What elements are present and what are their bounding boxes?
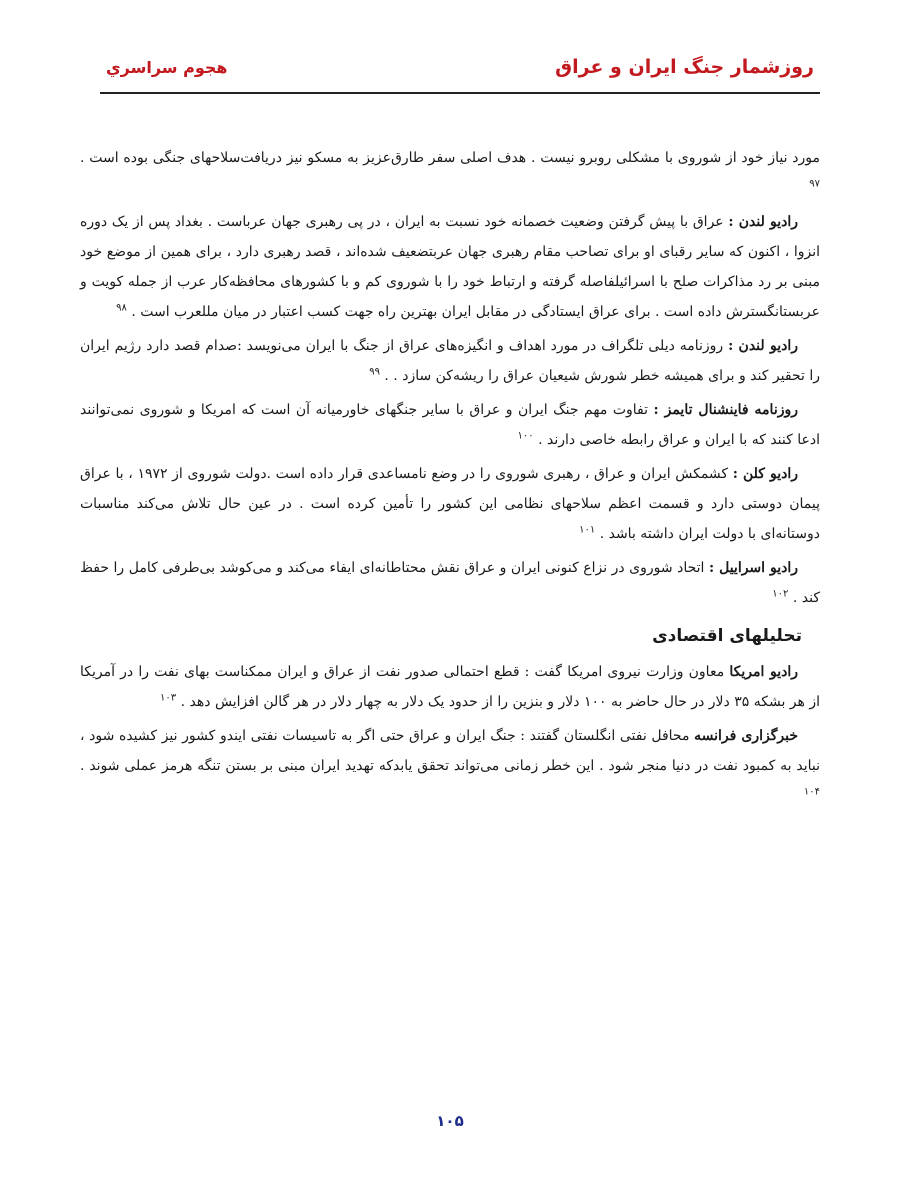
footnote-ref: ۱۰۲ [772,588,789,600]
news-source: روزنامه فاینشنال تایمز : [653,402,798,418]
footnote-ref: ۱۰۴ [803,786,820,798]
section-heading: تحلیلهای اقتصادی [652,626,802,646]
footnote-ref: ۹۸ [116,302,127,314]
paragraph [80,207,820,327]
paragraph-text: مورد نیاز خود از شوروی با مشکلی روبرو نیست . هدف اصلی سفر طارق‌عزیز به مسکو نیز دریافت‌سلاحهای جنگی بوده است . [80,150,820,166]
paragraph-text: کشمکش ایران و عراق ، رهبری شوروی را در وضع نامساعدی قرار داده است .دولت شوروی از ۱۹۷۲ ، با عراق پیمان دوستی دارد و قسمت اعظم سلاحهای نظامی این کشور را تأمین کرده است . در عین حال تلاش می‌کند مناسبات دوستانه‌ای با دولت ایران داشته باشد . [80,466,820,542]
book-title: روزشمار جنگ ایران و عراق [555,56,814,78]
news-source: رادیو کلن : [732,466,799,482]
news-source: رادیو لندن : [728,214,798,230]
paragraph-text: روزنامه دیلی تلگراف در مورد اهداف و انگیزه‌های عراق از جنگ با ایران می‌نویسد :صدام قصد دارد رژیم ایران را تحقیر کند و برای همیشه خطر شورش شیعیان عراق را ریشه‌کن سازد . . [80,338,820,384]
footnote-ref: ۱۰۱ [579,524,596,536]
news-source: خبرگزاری فرانسه [694,728,798,744]
paragraph-text: اتحاد شوروی در نزاع کنونی ایران و عراق نقش محتاطانه‌ای ایفاء می‌کند و می‌کوشد بی‌طرفی کامل را حفظ کند . [80,560,820,606]
paragraph-text: عراق با پیش گرفتن وضعیت خصمانه خود نسبت به ایران ، در پی رهبری جهان عرباست . بغداد پس از یک دوره انزوا ، اکنون که سایر رقبای او برای تصاحب مقام رهبری جهان عربتضعیف شده‌اند ، قصد رهبری دارد ، برای همین از موضع خود مبنی بر رد مذاکرات صلح با اسرائیلفاصله گرفته و ارتباط خود را با شوروی کم و با کشورهای محافظه‌کار عرب از جمله کویت و عربستانگسترش داده است . برای عراق ایستادگی در مقابل ایران بهترین راه جهت کسب اعتبار در میان مللعرب است . [80,214,820,320]
page-header [100,52,820,94]
paragraph [80,657,820,717]
footnote-ref: ۹۷ [809,178,820,190]
news-source: رادیو لندن : [728,338,798,354]
footnote-ref: ۱۰۰ [517,430,534,442]
news-source: رادیو اسراییل : [708,560,799,576]
paragraph-text: معاون وزارت نیروی امریکا گفت : قطع احتمالی صدور نفت از عراق و ایران ممکناست بهای نفت را در آمریکا از هر بشکه ۳۵ دلار در حال حاضر به ۱۰۰ دلار و بنزین را از حدود یک دلار به چهار دلار در هر گالن افزایش دهد . [80,664,820,710]
footnote-ref: ۹۹ [369,366,380,378]
footnote-ref: ۱۰۳ [160,692,177,704]
paragraph [80,553,820,613]
page-body [80,143,820,815]
paragraph [80,459,820,549]
chapter-title: هجوم سراسري [106,58,228,77]
paragraph [80,395,820,455]
paragraph [80,143,820,203]
news-source: رادیو امریکا [729,664,798,680]
paragraph [80,331,820,391]
paragraph-text: محافل نفتی انگلستان گفتند : جنگ ایران و عراق حتی اگر به تاسیسات نفتی ایندو کشور نیز کشیده شود ، نباید به کمبود نفت در دنیا منجر شود . این خطر زمانی می‌تواند تحقق یابدکه تهدید ایران مبنی بر بستن تنگه هرمز عملی شوند . [80,728,820,774]
page-number: ۱۰۵ [436,1112,464,1130]
paragraph-text: تفاوت مهم جنگ ایران و عراق با سایر جنگهای خاورمیانه آن است که امریکا و شوروی نمی‌توانند ادعا کنند که با ایران و عراق رابطه خاصی دارند . [80,402,820,448]
paragraph [80,721,820,811]
